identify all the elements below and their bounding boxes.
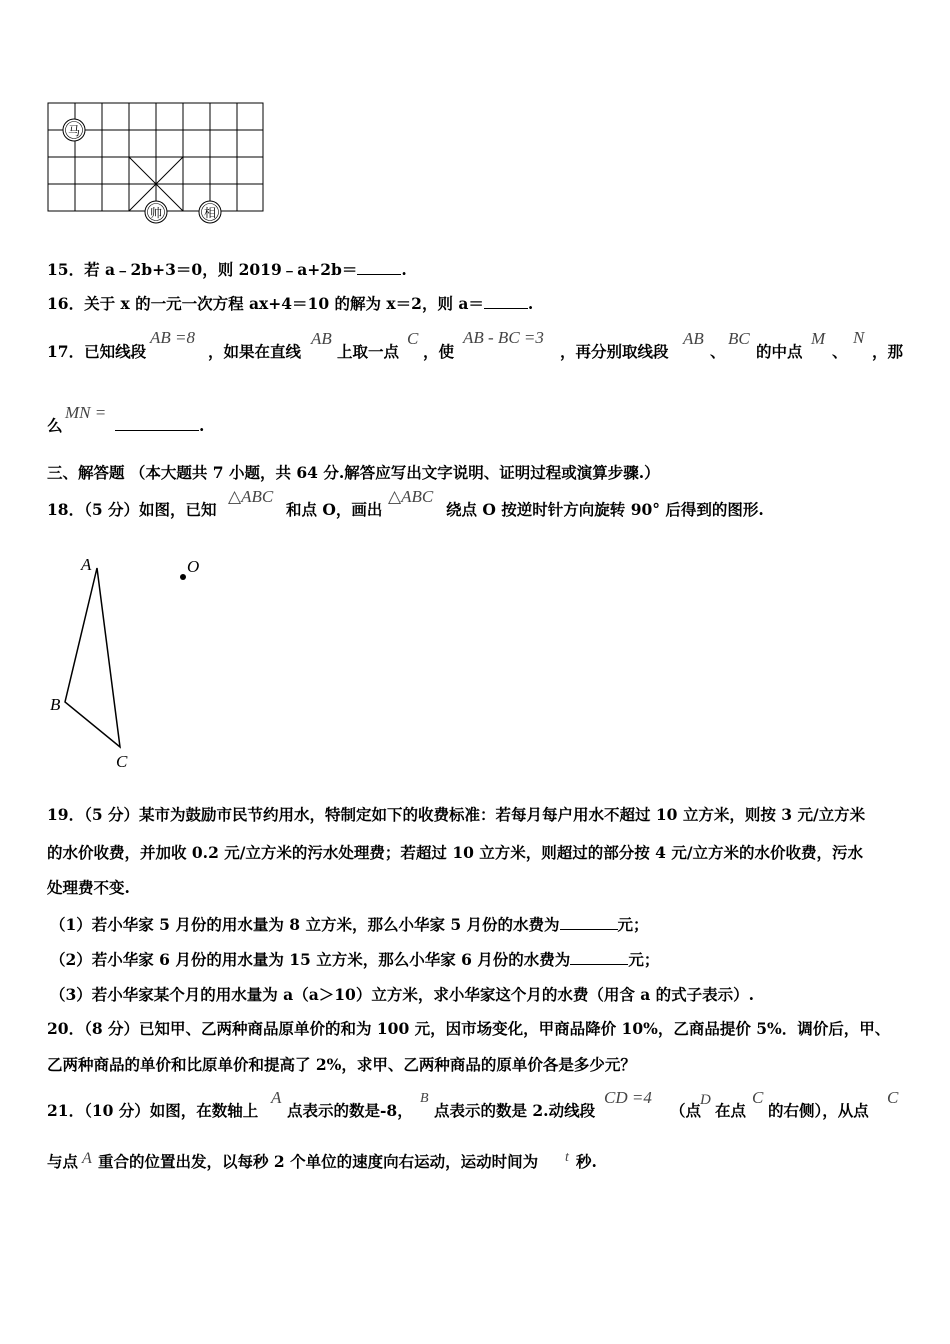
math-ab-2: AB bbox=[683, 329, 704, 348]
math-a-2: A bbox=[82, 1150, 92, 1167]
question-17-text: 的中点 bbox=[756, 342, 803, 361]
math-cd-eq-4: CD =4 bbox=[604, 1088, 652, 1107]
piece-xiang bbox=[199, 201, 221, 223]
answer-blank-15[interactable] bbox=[357, 274, 401, 275]
question-17-text: ，再分别取线段 bbox=[560, 342, 669, 361]
math-m: M bbox=[811, 329, 826, 348]
question-21-text: 点表示的数是 2.动线段 bbox=[434, 1101, 596, 1120]
math-t: t bbox=[565, 1150, 569, 1165]
question-19-line2: 的水价收费，并加收 0.2 元/立方米的污水处理费；若超过 10 立方米，则超过的部分按 4 元/立方米的水价收费，污水 bbox=[47, 843, 864, 862]
label-a: A bbox=[81, 555, 92, 574]
piece-shuai bbox=[145, 201, 167, 223]
question-21-text: （点 bbox=[670, 1101, 702, 1120]
svg-text:帅: 帅 bbox=[149, 206, 163, 220]
label-o: O bbox=[187, 557, 200, 576]
question-19-sub1: （1）若小华家 5 月份的用水量为 8 立方米，那么小华家 5 月份的水费为 元； bbox=[50, 915, 649, 934]
question-17: 17．已知线段 bbox=[47, 342, 147, 361]
triangle-figure bbox=[40, 550, 220, 775]
question-16: 16．关于 x 的一元一次方程 ax+4＝10 的解为 x＝2，则 a＝ . bbox=[47, 294, 534, 313]
question-21: 21．（10 分）如图，在数轴上 bbox=[47, 1101, 259, 1120]
section-3-heading: 三、解答题 （本大题共 7 小题，共 64 分.解答应写出文字说明、证明过程或演算步骤.） bbox=[47, 463, 660, 482]
question-17-text: 、 bbox=[832, 342, 848, 361]
question-21-text: 的右侧），从点 bbox=[768, 1101, 869, 1120]
question-17-text: ，如果在直线 bbox=[208, 342, 302, 361]
label-c: C bbox=[116, 752, 128, 771]
label-b: B bbox=[50, 695, 61, 714]
point-o bbox=[180, 574, 186, 580]
question-17-text: 、 bbox=[710, 342, 726, 361]
math-triangle-abc: △ABC bbox=[228, 487, 274, 506]
question-20-line1: 20．（8 分）已知甲、乙两种商品原单价的和为 100 元，因市场变化，甲商品降价 10%，乙商品提价 5%．调价后，甲、 bbox=[47, 1019, 891, 1038]
answer-blank-19-2[interactable] bbox=[570, 964, 628, 965]
chess-board-figure bbox=[40, 95, 275, 230]
question-21-line2: 与点 bbox=[47, 1152, 79, 1171]
question-17-text: ，使 bbox=[423, 342, 455, 361]
math-triangle-abc-2: △ABC bbox=[388, 487, 434, 506]
math-n: N bbox=[853, 328, 865, 347]
math-d: D bbox=[700, 1092, 711, 1108]
piece-ma bbox=[63, 119, 85, 141]
question-20-line2: 乙两种商品的单价和比原单价和提高了 2%，求甲、乙两种商品的原单价各是多少元？ bbox=[47, 1055, 636, 1074]
question-21-line2-text: 重合的位置出发，以每秒 2 个单位的速度向右运动，运动时间为 bbox=[98, 1152, 539, 1171]
math-ab: AB bbox=[311, 329, 332, 348]
question-19-sub2: （2）若小华家 6 月份的用水量为 15 立方米，那么小华家 6 月份的水费为 元； bbox=[50, 950, 660, 969]
question-21-text: 在点 bbox=[715, 1101, 747, 1120]
question-18: 18．（5 分）如图，已知 bbox=[47, 500, 217, 519]
math-mn: MN = bbox=[65, 403, 107, 422]
question-21-text: 点表示的数是-8， bbox=[287, 1101, 413, 1120]
question-17-text: 上取一点 bbox=[337, 342, 400, 361]
question-17-text: ，那 bbox=[872, 342, 904, 361]
math-c: C bbox=[407, 329, 419, 348]
triangle-abc bbox=[65, 568, 120, 747]
math-c: C bbox=[752, 1088, 764, 1107]
question-19-line1: 19．（5 分）某市为鼓励市民节约用水，特制定如下的收费标准：若每月每户用水不超过 10 立方米，则按 3 元/立方米 bbox=[47, 805, 866, 824]
answer-blank-19-1[interactable] bbox=[560, 929, 618, 930]
question-18-text: 和点 O，画出 bbox=[286, 500, 383, 519]
math-c-2: C bbox=[887, 1088, 899, 1107]
question-18-text: 绕点 O 按逆时针方向旋转 90° 后得到的图形. bbox=[446, 500, 764, 519]
answer-blank-17[interactable] bbox=[115, 430, 199, 431]
svg-text:相: 相 bbox=[203, 206, 217, 220]
answer-blank-16[interactable] bbox=[484, 308, 528, 309]
math-ab-minus-bc: AB - BC =3 bbox=[463, 328, 544, 347]
math-a: A bbox=[271, 1088, 282, 1107]
question-19-sub3: （3）若小华家某个月的用水量为 a（a＞10）立方米，求小华家这个月的水费（用含 a 的式子表示）. bbox=[50, 985, 755, 1004]
question-19-line3: 处理费不变. bbox=[47, 878, 130, 897]
math-ab-eq-8: AB =8 bbox=[150, 328, 195, 347]
question-21-line2-text: 秒. bbox=[576, 1152, 597, 1171]
question-15: 15．若 a﹣2b+3＝0，则 2019﹣a+2b＝ . bbox=[47, 260, 407, 279]
svg-text:马: 马 bbox=[67, 124, 81, 138]
question-17-answer: . bbox=[115, 416, 204, 436]
math-b: B bbox=[420, 1091, 429, 1106]
question-17-line2: 么 bbox=[47, 416, 63, 435]
math-bc: BC bbox=[728, 329, 750, 348]
